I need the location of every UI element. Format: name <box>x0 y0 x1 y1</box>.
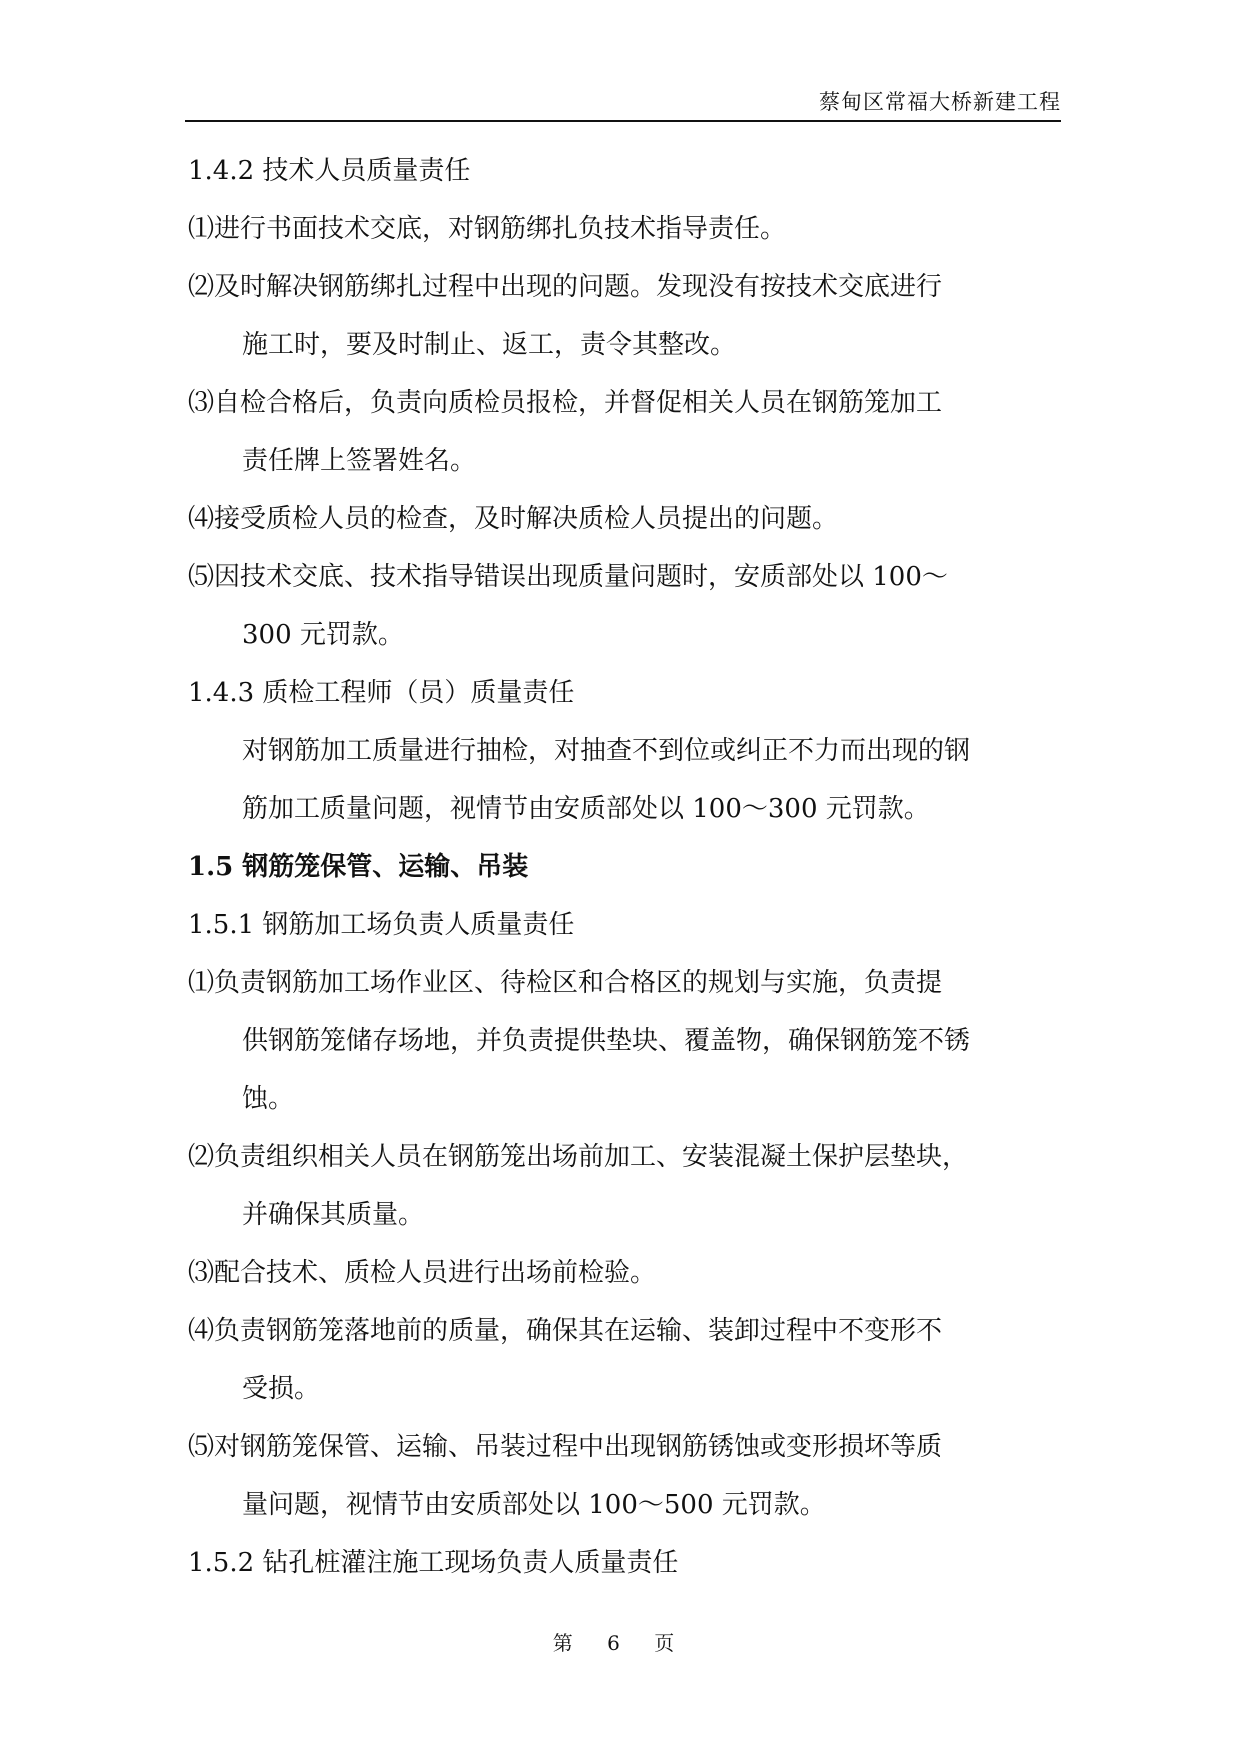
list-item-continuation: 300 元罚款。 <box>242 620 404 650</box>
subsection-heading-1-4-2: 1.4.2 技术人员质量责任 <box>188 156 471 186</box>
paragraph-continuation: 筋加工质量问题，视情节由安质部处以 100～300 元罚款。 <box>242 794 930 824</box>
subsection-heading-1-5-2: 1.5.2 钻孔桩灌注施工现场负责人质量责任 <box>188 1548 679 1578</box>
running-header: 蔡甸区常福大桥新建工程 <box>819 90 1061 114</box>
list-item: ⑷负责钢筋笼落地前的质量，确保其在运输、装卸过程中不变形不 <box>188 1316 943 1346</box>
header-divider <box>185 120 1061 122</box>
page-number: 第 6 页 <box>552 1631 689 1655</box>
list-item: ⑸对钢筋笼保管、运输、吊装过程中出现钢筋锈蚀或变形损坏等质 <box>188 1432 943 1462</box>
subsection-heading-1-4-3: 1.4.3 质检工程师（员）质量责任 <box>188 678 575 708</box>
list-item-continuation: 责任牌上签署姓名。 <box>242 446 477 476</box>
list-item: ⑷接受质检人员的检查，及时解决质检人员提出的问题。 <box>188 504 839 534</box>
list-item-continuation: 量问题，视情节由安质部处以 100～500 元罚款。 <box>242 1490 826 1520</box>
list-item: ⑴进行书面技术交底，对钢筋绑扎负技术指导责任。 <box>188 214 787 244</box>
document-body <box>188 142 1068 1592</box>
list-item-continuation: 供钢筋笼储存场地，并负责提供垫块、覆盖物，确保钢筋笼不锈 <box>242 1026 971 1056</box>
list-item: ⑶配合技术、质检人员进行出场前检验。 <box>188 1258 657 1288</box>
list-item-continuation: 施工时，要及时制止、返工，责令其整改。 <box>242 330 737 360</box>
list-item: ⑸因技术交底、技术指导错误出现质量问题时，安质部处以 100～ <box>188 562 948 592</box>
list-item-continuation: 并确保其质量。 <box>242 1200 425 1230</box>
list-item-continuation: 受损。 <box>242 1374 321 1404</box>
list-item-continuation: 蚀。 <box>242 1084 295 1114</box>
paragraph: 对钢筋加工质量进行抽检，对抽查不到位或纠正不力而出现的钢 <box>242 736 971 766</box>
section-heading-1-5: 1.5 钢筋笼保管、运输、吊装 <box>188 852 529 882</box>
list-item: ⑵及时解决钢筋绑扎过程中出现的问题。发现没有按技术交底进行 <box>188 272 943 302</box>
subsection-heading-1-5-1: 1.5.1 钢筋加工场负责人质量责任 <box>188 910 575 940</box>
list-item: ⑵负责组织相关人员在钢筋笼出场前加工、安装混凝土保护层垫块， <box>188 1142 969 1172</box>
list-item: ⑶自检合格后，负责向质检员报检，并督促相关人员在钢筋笼加工 <box>188 388 943 418</box>
list-item: ⑴负责钢筋加工场作业区、待检区和合格区的规划与实施，负责提 <box>188 968 943 998</box>
